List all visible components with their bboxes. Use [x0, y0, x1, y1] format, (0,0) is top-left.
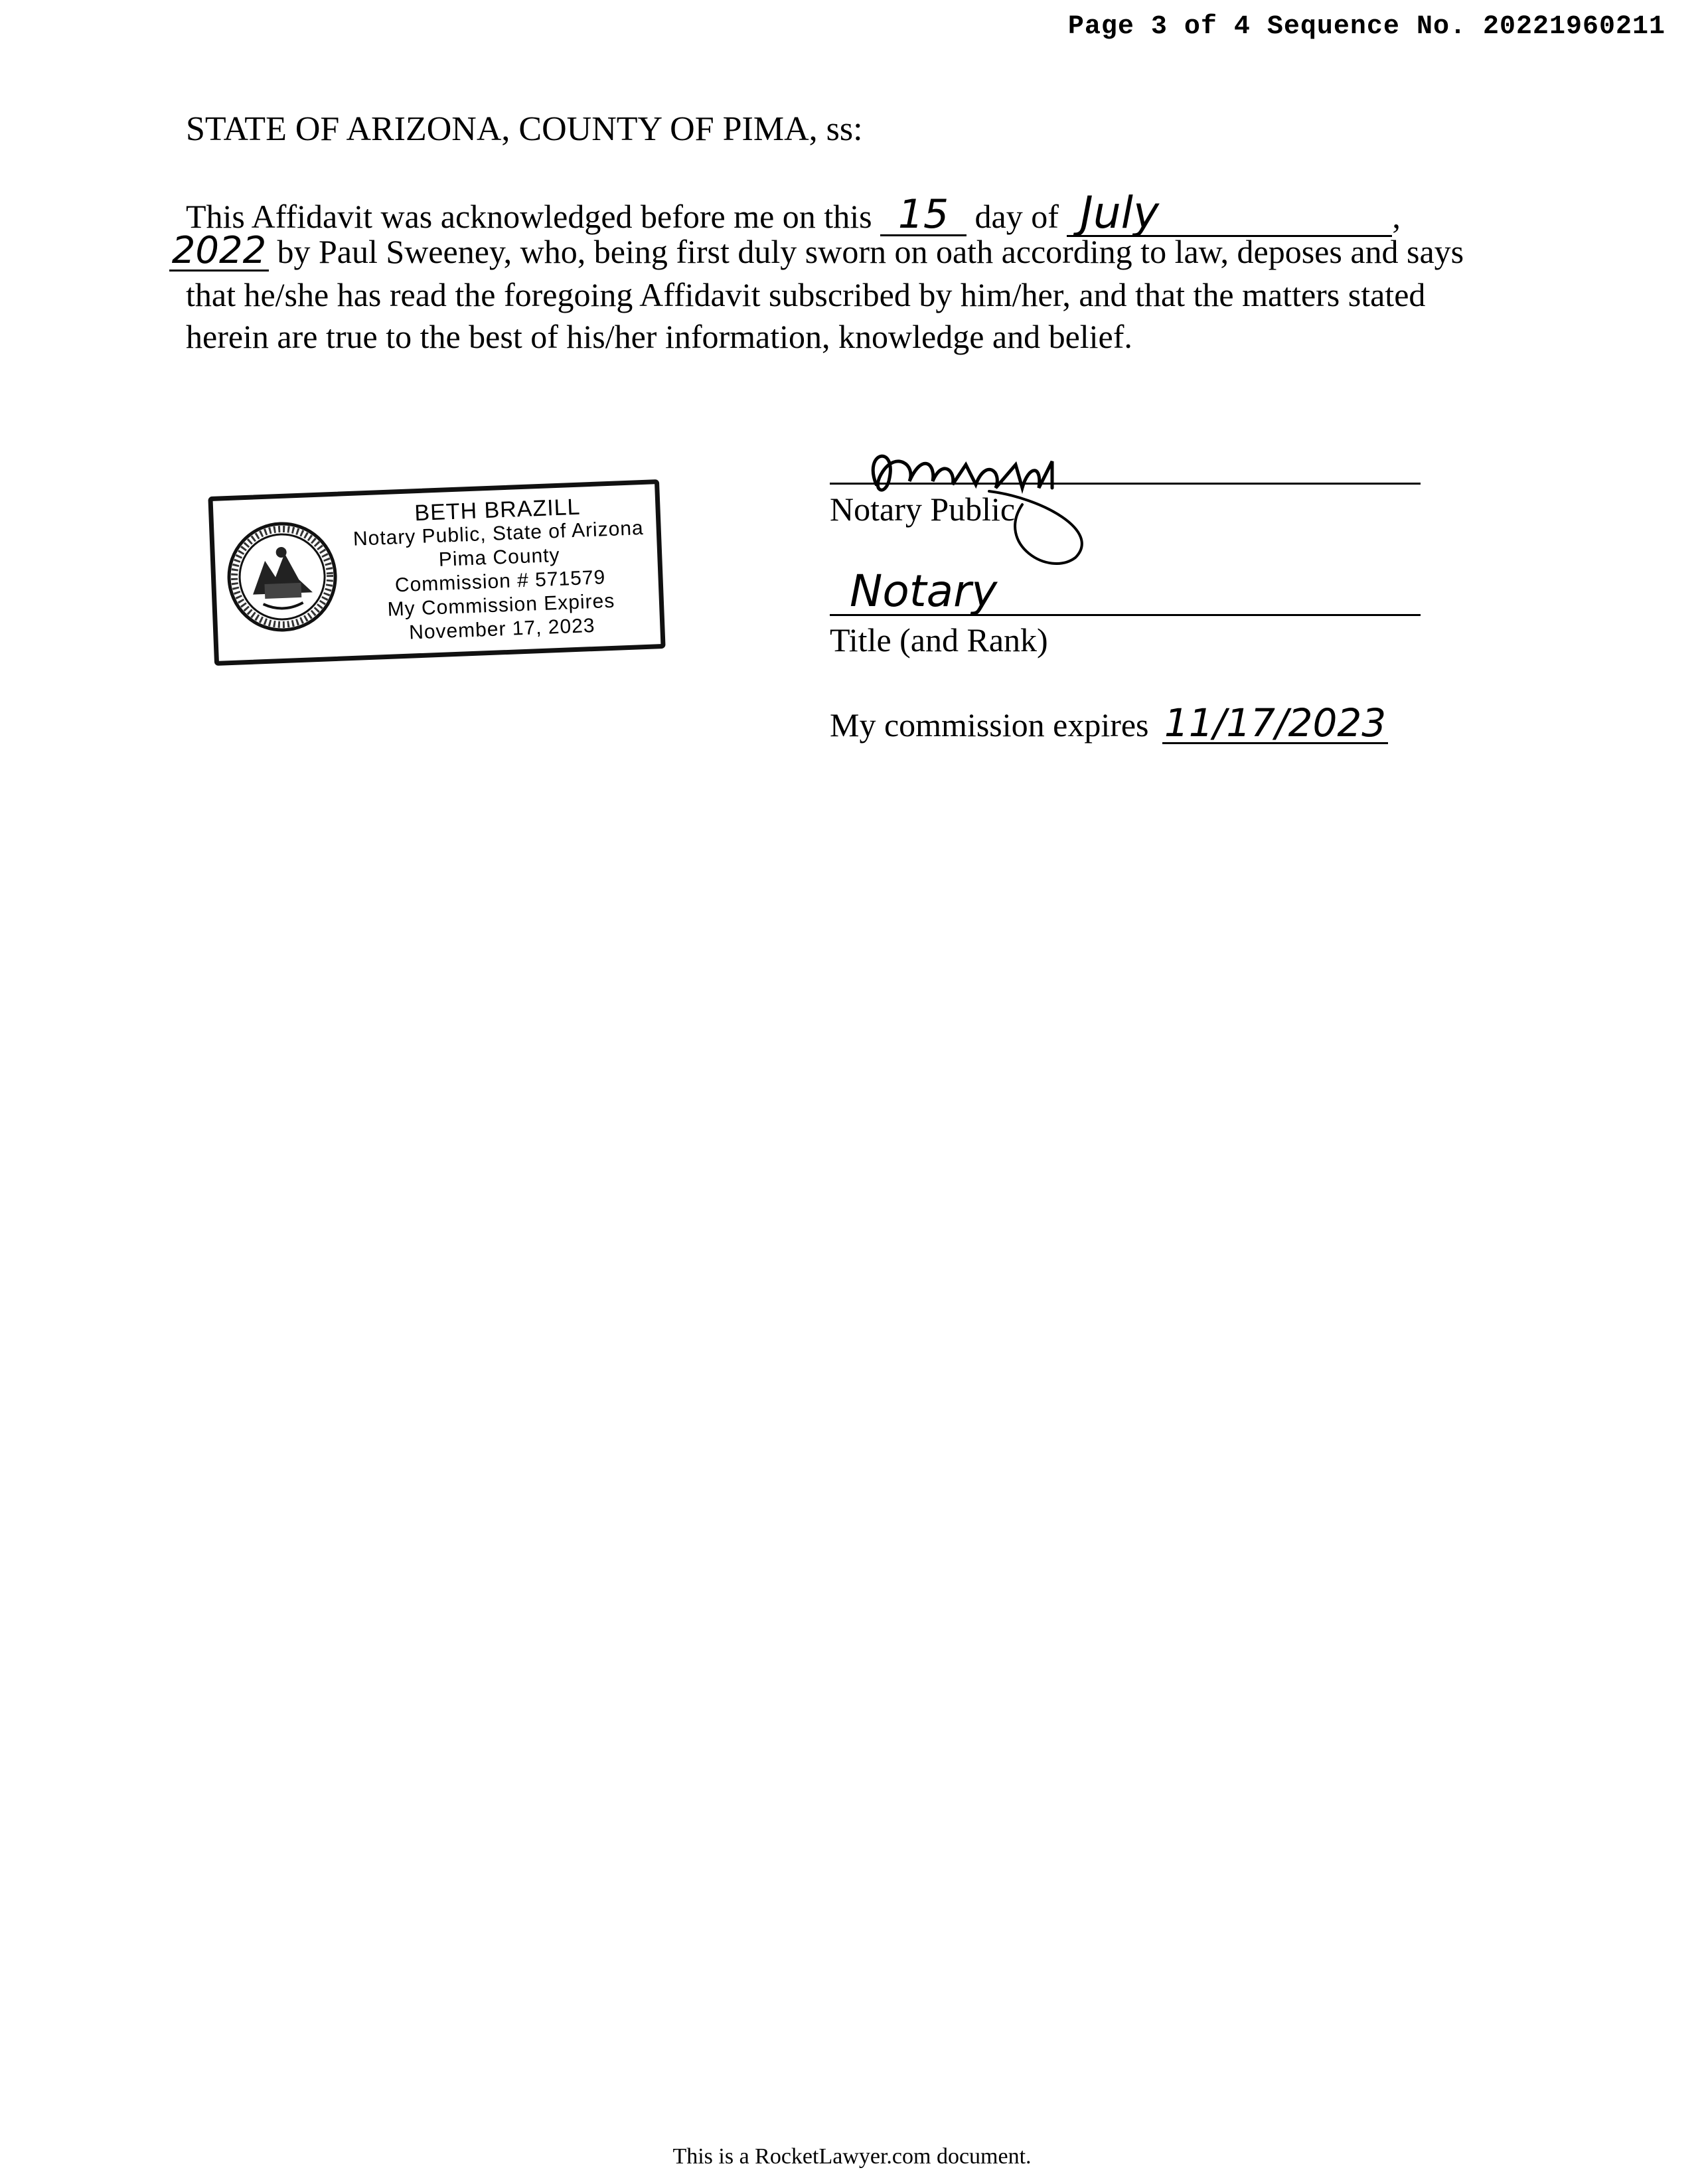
ack-prefix: This Affidavit was acknowledged before me on this	[186, 198, 872, 235]
stamp-state-line: Notary Public, State of Arizona	[352, 517, 645, 550]
notary-stamp	[208, 479, 665, 666]
title-handwritten: Notary	[850, 566, 998, 617]
commission-expires-row	[830, 700, 1388, 745]
month-field: July	[1067, 191, 1392, 237]
acknowledgment-line-3: that he/she has read the foregoing Affidavit subscribed by him/her, and that the matters stated	[186, 276, 1426, 313]
commission-expires-label: My commission expires	[830, 706, 1149, 743]
arizona-state-seal-icon	[224, 518, 341, 635]
signature-line	[830, 483, 1421, 485]
title-and-rank-label: Title (and Rank)	[830, 621, 1048, 659]
stamp-expires-label: My Commission Expires	[387, 589, 615, 621]
footer-note: This is a RocketLawyer.com document.	[672, 2144, 1032, 2169]
ack-day-of: day of	[974, 198, 1059, 235]
acknowledgment-line-4: herein are true to the best of his/her information, knowledge and belief.	[186, 318, 1132, 355]
ack-affiant: by Paul Sweeney, who, being first duly sworn on oath according to law, deposes and says	[277, 233, 1464, 270]
ack-comma: ,	[1392, 198, 1401, 235]
stamp-expires-date: November 17, 2023	[408, 614, 596, 644]
venue-heading: STATE OF ARIZONA, COUNTY OF PIMA, ss:	[186, 110, 863, 148]
acknowledgment-line-2	[169, 229, 1464, 272]
commission-expires-date: 11/17/2023	[1162, 704, 1388, 744]
notary-public-label: Notary Public	[830, 491, 1016, 528]
stamp-commission-number: Commission # 571579	[394, 566, 606, 597]
page-sequence-header: Page 3 of 4 Sequence No. 20221960211	[1067, 12, 1665, 42]
title-line	[830, 614, 1421, 616]
stamp-county-line: Pima County	[438, 544, 561, 571]
day-field: 15	[880, 195, 967, 236]
acknowledgment-line-1	[186, 187, 1401, 238]
stamp-notary-name: BETH BRAZILL	[414, 494, 581, 526]
year-field: 2022	[169, 232, 269, 272]
